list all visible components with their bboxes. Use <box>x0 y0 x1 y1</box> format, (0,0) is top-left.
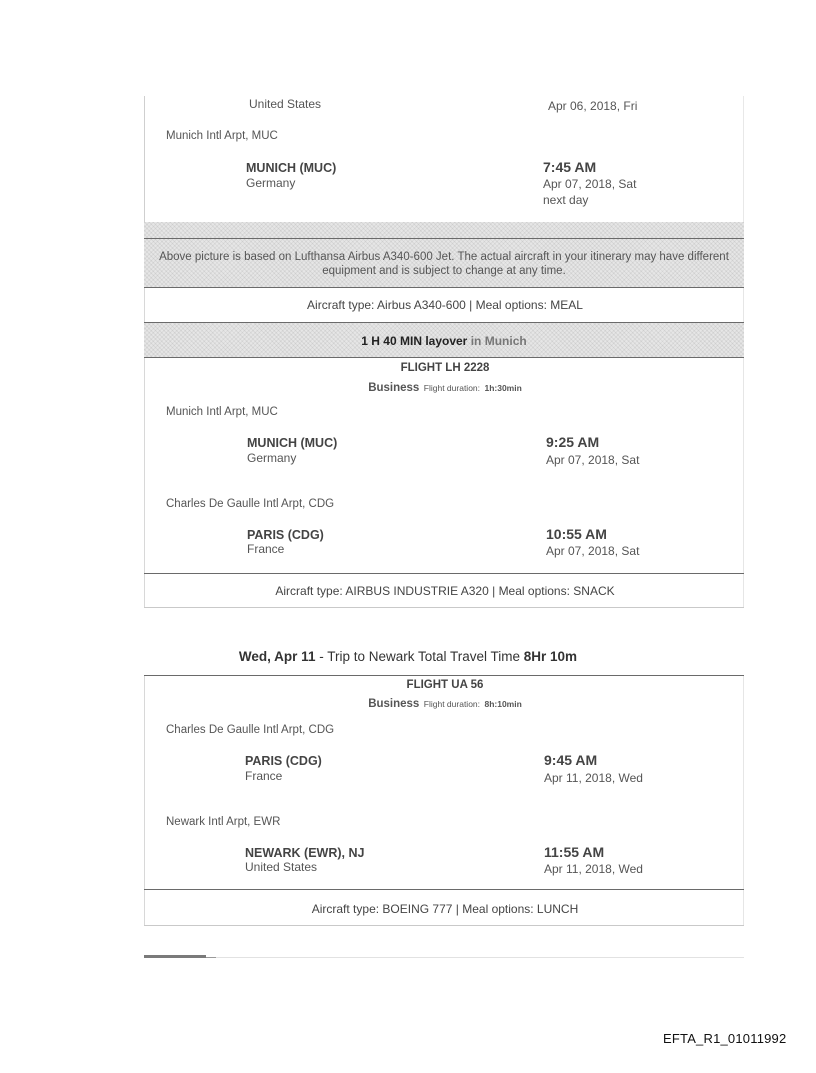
flight-duration-label: Flight duration: <box>423 699 481 709</box>
card-bottom-border <box>144 925 744 926</box>
trip-day: Wed, Apr 11 <box>238 649 316 664</box>
flight-duration-value: 8h:10min <box>484 699 522 709</box>
arrival-time: 7:45 AM <box>543 159 597 175</box>
page-bottom-rule <box>144 957 744 958</box>
card-bottom-border <box>144 607 744 608</box>
arrival-date: Apr 07, 2018, Sat <box>546 544 640 558</box>
page-bottom-bar <box>144 955 206 958</box>
divider <box>144 889 744 890</box>
arrival-airport: Charles De Gaulle Intl Arpt, CDG <box>166 498 335 510</box>
aircraft-note-box <box>144 239 744 288</box>
aircraft-picture-area <box>144 222 744 239</box>
departure-date: Apr 06, 2018, Fri <box>548 99 638 113</box>
arrival-airport: Munich Intl Arpt, MUC <box>166 130 278 142</box>
document-id: EFTA_R1_01011992 <box>663 1031 787 1046</box>
trip-total-time: 8Hr 10m <box>523 649 578 664</box>
flight-number: FLIGHT LH 2228 <box>400 362 490 374</box>
arrival-city: MUNICH (MUC) <box>246 161 337 175</box>
layover-bar <box>144 323 744 358</box>
arrival-airport: Newark Intl Arpt, EWR <box>166 816 281 828</box>
flight-duration-label: Flight duration: <box>423 383 481 393</box>
layover-duration: 1 H 40 MIN layover <box>361 334 468 348</box>
arrival-date: Apr 07, 2018, Sat <box>543 177 637 191</box>
departure-date: Apr 07, 2018, Sat <box>546 453 640 467</box>
layover-location: in Munich <box>470 334 527 348</box>
next-day-note: next day <box>543 193 589 207</box>
trip-description: - Trip to Newark Total Travel Time <box>315 649 524 664</box>
departure-country: Germany <box>247 451 297 465</box>
divider <box>144 573 744 574</box>
flight-class: Business <box>368 382 420 394</box>
departure-airport: Munich Intl Arpt, MUC <box>166 406 278 418</box>
flight-class: Business <box>368 698 420 710</box>
trip-header <box>0 649 816 664</box>
flight-class-duration <box>145 378 745 396</box>
aircraft-type-meal: Aircraft type: BOEING 777 | Meal options: LUNCH <box>311 902 579 916</box>
arrival-country: Germany <box>246 176 296 190</box>
arrival-time: 11:55 AM <box>544 844 605 860</box>
arrival-city: PARIS (CDG) <box>247 528 324 542</box>
departure-time: 9:25 AM <box>546 434 600 450</box>
layover-text <box>144 334 744 348</box>
segment-left-border <box>144 96 145 222</box>
departure-date: Apr 11, 2018, Wed <box>544 771 643 785</box>
arrival-country: United States <box>245 860 318 874</box>
arrival-country: France <box>247 542 285 556</box>
flight-class-duration <box>145 694 745 712</box>
segment-right-border <box>743 96 744 222</box>
flight-duration-value: 1h:30min <box>484 383 522 393</box>
flight-ua56-card <box>144 676 744 926</box>
flight-number: FLIGHT UA 56 <box>406 679 484 691</box>
arrival-time: 10:55 AM <box>546 526 607 542</box>
arrival-date: Apr 11, 2018, Wed <box>544 862 643 876</box>
flight-lh2228-card <box>144 358 744 608</box>
arrival-city: NEWARK (EWR), NJ <box>245 846 365 860</box>
aircraft-disclaimer-text: Above picture is based on Lufthansa Airbus A340-600 Jet. The actual aircraft in your itinerary may have different equipment and is subject to change at any time. <box>159 251 729 277</box>
departure-city: PARIS (CDG) <box>245 754 322 768</box>
departure-country: United States <box>249 97 322 111</box>
aircraft-type-meal: Aircraft type: Airbus A340-600 | Meal options: MEAL <box>307 298 583 312</box>
departure-airport: Charles De Gaulle Intl Arpt, CDG <box>166 724 335 736</box>
aircraft-type-meal: Aircraft type: AIRBUS INDUSTRIE A320 | Meal options: SNACK <box>275 584 615 598</box>
aircraft-info-row <box>144 288 744 322</box>
departure-country: France <box>245 769 283 783</box>
departure-time: 9:45 AM <box>544 752 598 768</box>
aircraft-disclaimer <box>144 250 744 278</box>
departure-city: MUNICH (MUC) <box>247 436 338 450</box>
page-bottom-bar-tail <box>206 957 216 958</box>
